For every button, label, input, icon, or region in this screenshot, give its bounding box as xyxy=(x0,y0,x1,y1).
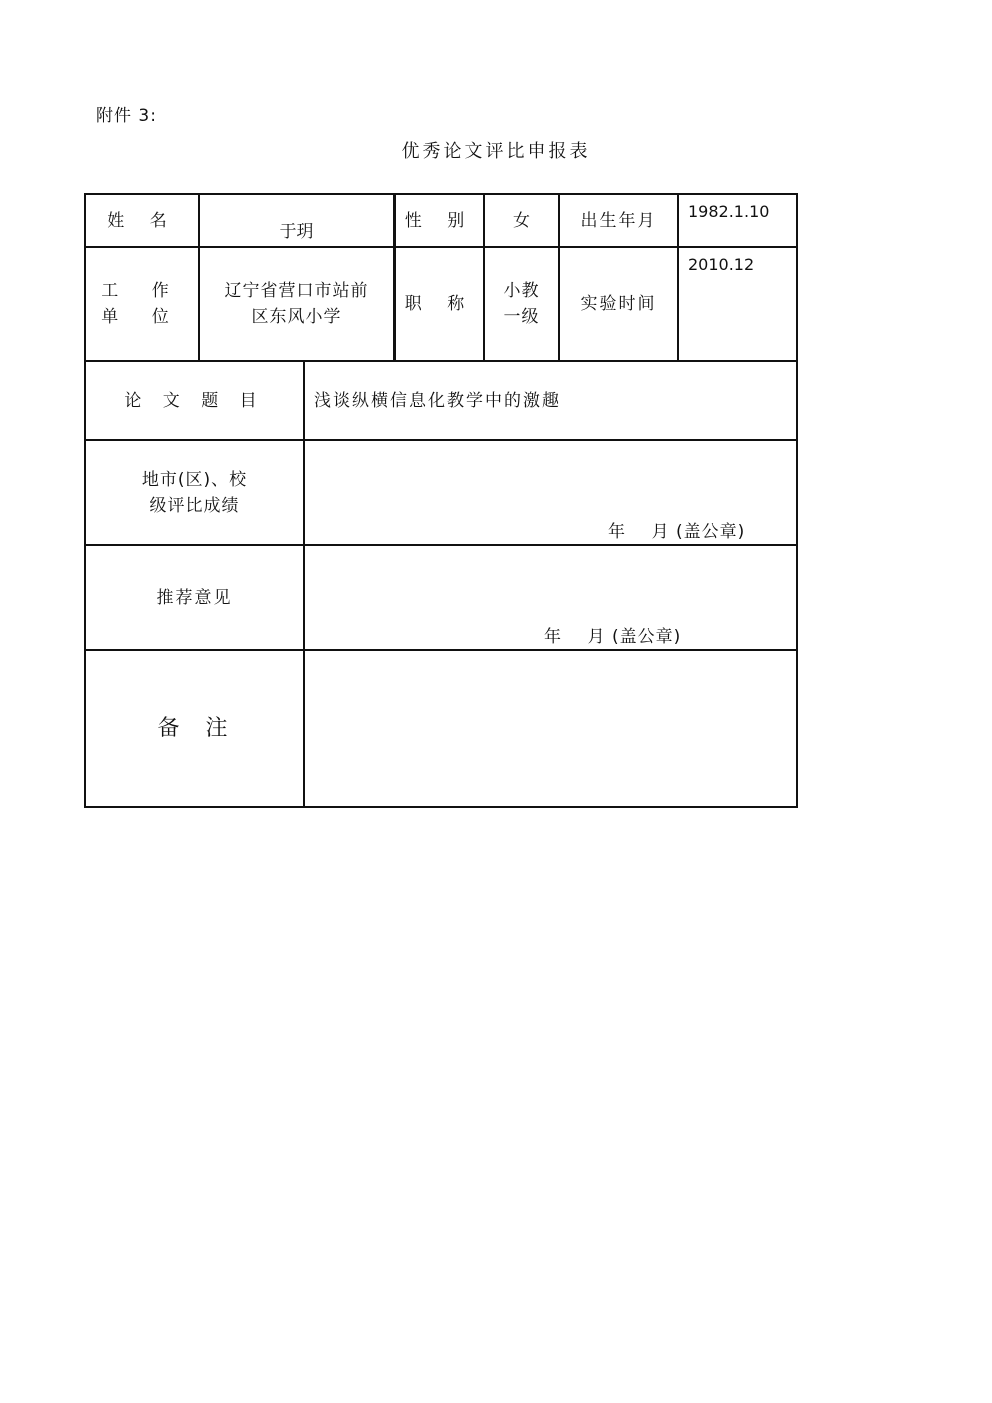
attachment-label: 附件 3: xyxy=(96,106,157,126)
evaluation-result-label xyxy=(86,441,303,544)
evaluation-stamp-line: 年 月 (盖公章) xyxy=(608,522,746,542)
table-border-bottom xyxy=(84,806,798,808)
experiment-time-label: 实验时间 xyxy=(580,294,657,314)
work-unit-value-line2: 区东风小学 xyxy=(251,307,342,327)
title-rank-label: 职 称 xyxy=(404,294,475,314)
work-unit-value xyxy=(200,248,393,360)
form-title: 优秀论文评比申报表 xyxy=(401,141,591,162)
evaluation-result-label-line1: 地市(区)、校 xyxy=(141,469,248,490)
paper-title-value: 浅谈纵横信息化教学中的激趣 xyxy=(314,390,561,411)
experiment-time-value: 2010.12 xyxy=(688,255,755,274)
application-form-table xyxy=(84,193,798,808)
remarks-label: 备 注 xyxy=(157,715,232,741)
birth-date-value: 1982.1.10 xyxy=(688,202,770,221)
name-label: 姓 名 xyxy=(107,210,177,231)
recommendation-stamp-line: 年 月 (盖公章) xyxy=(544,627,682,647)
paper-title-label: 论 文 题 目 xyxy=(124,390,265,411)
title-rank-value-line2: 一级 xyxy=(503,307,540,327)
birth-date-label: 出生年月 xyxy=(580,210,657,231)
title-rank-value xyxy=(485,248,558,360)
title-rank-value-line1: 小教 xyxy=(503,281,540,301)
table-border-right xyxy=(796,193,798,808)
work-unit-value-line1: 辽宁省营口市站前 xyxy=(224,281,369,301)
name-value: 于玥 xyxy=(279,222,314,242)
work-unit-label xyxy=(86,248,198,360)
work-unit-label-line2: 单 位 xyxy=(101,307,183,327)
work-unit-label-line1: 工 作 xyxy=(101,281,183,301)
gender-value: 女 xyxy=(513,210,530,231)
evaluation-result-label-line2: 级评比成绩 xyxy=(149,495,240,516)
gender-label: 性 别 xyxy=(404,210,475,231)
recommendation-label: 推荐意见 xyxy=(156,587,233,608)
